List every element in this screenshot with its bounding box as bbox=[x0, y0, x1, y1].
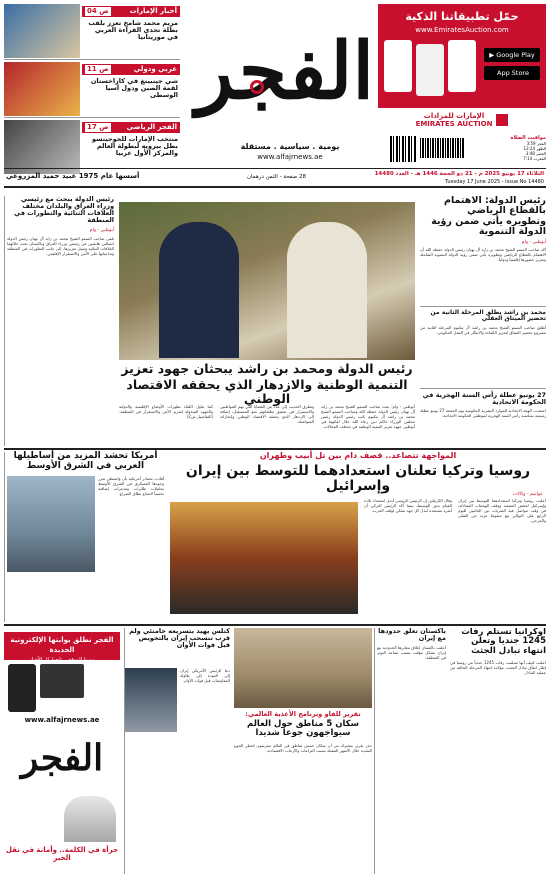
right-body: أكد صاحب السمو الشيخ محمد بن زايد آل نهيان رئيس الدولة حفظه الله أن الاهتمام بالقطاع الرياضي وتطويره يأتي ضمن رؤية الدولة التنموية الشاملة وتعزيز حضورها إقليمياً ودولياً. bbox=[420, 246, 546, 262]
middle-photo bbox=[170, 502, 358, 614]
ukraine-body: أعلنت كييف أنها تسلمت رفات 1245 جندياً من روسيا في إطار اتفاق تبادل الجثث، مؤكدة انتهاء المرحلة الحالية من عملية التبادل. bbox=[450, 660, 546, 676]
prayer-time: المغرب 7:14 bbox=[523, 156, 546, 161]
teaser-page: ص 11 bbox=[87, 65, 109, 73]
promo-slogan: جرأة في الكلمة.. وأمانة في نقل الخبر bbox=[5, 846, 119, 862]
middle-col-1: أعلنت روسيا وتركيا استعدادهما للتوسط بين إيران وإسرائيل لخفض التصعيد ووقف الهجمات المتبادلة، في وقت تتواصل فيه الضربات بين الجانبين لليوم الرابع على التوالي مع سقوط مزيد من القتلى والجرحى. bbox=[458, 498, 546, 523]
teaser-section-bar bbox=[82, 64, 180, 75]
food-kicker: تقرير للفاو وبرنامج الأغذية العالمي: bbox=[245, 710, 361, 718]
alfajr-promo[interactable] bbox=[4, 628, 120, 874]
us-photo bbox=[7, 476, 95, 572]
teaser-headline: مريم محمد شامخ تعزز بلقب بطلة تحدي القراءة العربي في موريتانيا bbox=[88, 19, 178, 42]
ukraine-story bbox=[450, 628, 546, 874]
left-column bbox=[4, 196, 114, 446]
teaser-section-bar bbox=[82, 122, 180, 133]
prayer-times bbox=[470, 136, 546, 161]
us-fleet-story bbox=[4, 452, 166, 622]
prayer-time: العصر 3:48 bbox=[525, 151, 546, 156]
google-play-badge[interactable]: ▶ Google Play bbox=[484, 48, 540, 62]
promo-sub: زوروا الموقع .. تابعوا كل الأخبار bbox=[29, 657, 95, 663]
right-byline: أبوظبي - وام bbox=[521, 239, 546, 245]
ad-phone-grid bbox=[384, 40, 476, 106]
teaser-section: الفجر الرياضي bbox=[126, 123, 177, 131]
ad-brand-ar: الإمارات للمزادات bbox=[423, 112, 485, 120]
right-sub-body-2: اعتمدت الهيئة الاتحادية للموارد البشرية الحكومية يوم الجمعة 27 يونيو عطلة رسمية بمناسبة رأس السنة الهجرية لموظفي الحكومة الاتحادية. bbox=[420, 408, 546, 419]
tagline: يومية . سياسية . مستقلة bbox=[240, 142, 340, 151]
lead-headline[interactable] bbox=[119, 361, 415, 406]
left-headline[interactable]: رئيس الدولة يبحث مع رئيسي وزراء العراق والبلدان مختلف العلاقات الثنائية والتطورات في المنطقة bbox=[14, 196, 114, 225]
food-photo bbox=[234, 628, 372, 708]
right-sub-headline-2[interactable]: 27 يونيو عطلة رأس السنة الهجرية في الحكومة الاتحادية bbox=[422, 390, 546, 407]
divider bbox=[4, 624, 546, 626]
emirates-auction-logo-icon bbox=[496, 114, 508, 126]
promo-photo bbox=[64, 796, 116, 842]
barcode-icon bbox=[420, 138, 464, 158]
ad-brand-en: EMIRATES AUCTION bbox=[415, 120, 493, 128]
middle-col-2: وقال الكرملين إن الرئيس الروسي أبدى استعداد بلاده للقيام بدور الوسيط، بينما أكد الرئيس التركي أن أنقرة مستعدة لبذل كل جهد ممكن لوقف الحرب. bbox=[364, 498, 452, 513]
promo-title: الفجر نطلق بوابتها الإلكترونية الجديدة bbox=[10, 636, 114, 654]
left-byline: أبوظبي - وام bbox=[89, 227, 114, 233]
lead-photo-figure bbox=[159, 222, 239, 358]
lead-headline-line-1: رئيس الدولة ومحمد بن راشد يبحثان جهود تعزيز bbox=[121, 361, 413, 376]
date-ar: الثلاثاء 17 يونيو 2025 م - 21 ذو الحجة 1446 هـ - العدد 14480 bbox=[374, 171, 544, 177]
promo-url[interactable]: www.alfajrnews.ae bbox=[24, 716, 100, 724]
middle-headline[interactable]: روسيا وتركيا تعلنان استعدادهما للتوسط بين إيران وإسرائيل bbox=[185, 463, 531, 495]
logo: الفجر bbox=[195, 26, 374, 117]
trump-headline[interactable]: كتلس بهيد بتسريعه خامنئي ولم قرب تنسحب إيران بالتخويض قبل فوات الأوان bbox=[129, 628, 230, 650]
right-headline-1[interactable]: رئيس الدولة: الاهتمام بالقطاع الرياضي bbox=[444, 196, 546, 217]
teasers-column bbox=[4, 4, 180, 174]
teaser-2[interactable] bbox=[4, 62, 180, 118]
pages-price: 28 صفحة - الثمن درهمان bbox=[246, 174, 306, 180]
food-headline[interactable]: سكان 5 مناطق حول العالم سيواجهون جوعا شديدا bbox=[247, 719, 359, 739]
teaser-photo bbox=[4, 4, 80, 58]
teaser-headline: منتخب الإمارات للجوجيتسو بطل بيرويه لبطولة العالم والمركز الأول عربيا bbox=[92, 135, 178, 158]
trump-story bbox=[124, 628, 230, 874]
promo-logo: الفجر bbox=[20, 737, 104, 779]
teaser-page: ص 17 bbox=[87, 123, 109, 131]
google-play-label: Google Play bbox=[496, 51, 535, 59]
pakistan-headline[interactable]: باكستان تغلق حدودها مع إيران bbox=[378, 628, 446, 643]
pakistan-body: أعلنت باكستان إغلاق معابرها الحدودية مع إيران بشكل مؤقت بسبب تصاعد التوتر في المنطقة. bbox=[377, 645, 446, 661]
teaser-1[interactable] bbox=[4, 4, 180, 60]
lead-col-2: وتطرق الحديث إلى عدد من القضايا التي تهم المواطنين والاستمرار في تحقيق تطلعاتهم نحو المستقبل، إضافة إلى الازدهار الذي يحققه الاقتصاد الوطني وإنجازاته المتواصلة. bbox=[220, 404, 314, 424]
lead-headline-line-2: التنمية الوطنية والازدهار الذي يحققه الاقتصاد الوطني bbox=[126, 376, 408, 406]
issue-info bbox=[378, 136, 546, 166]
lead-col-3: كما تناول اللقاء تطورات الأوضاع الإقليمية والدولية والجهود المبذولة لتعزيز الأمن والاستقرار في المنطقة. (التفاصيل ص2) bbox=[119, 404, 213, 419]
teaser-photo bbox=[4, 62, 80, 116]
lead-col-1: أبوظبي - وام: بحث صاحب السمو الشيخ محمد بن زايد آل نهيان رئيس الدولة حفظه الله وصاحب السمو الشيخ محمد بن راشد آل مكتوم نائب رئيس الدولة رئيس مجلس الوزراء حاكم دبي رعاه الله خلال لقائهما في أبوظبي جهود تعزيز التنمية الوطنية في مختلف المجالات. bbox=[321, 404, 415, 429]
lead-body bbox=[119, 404, 415, 446]
ad-title: حمّل تطبيقاتنا الذكية bbox=[405, 10, 519, 23]
prayer-title: مواقيت الصلاة bbox=[510, 135, 546, 141]
logo-red-dot bbox=[250, 80, 264, 94]
masthead bbox=[195, 2, 374, 164]
teaser-headline: شي جينبينغ في كازاخستان لقمة الصين ودول آسيا الوسطى bbox=[90, 77, 178, 100]
divider bbox=[4, 448, 546, 450]
us-headline[interactable]: أمريكا تحشد المزيد من أساطيلها العربي في الشرق الأوسط bbox=[13, 451, 158, 471]
middle-body bbox=[170, 498, 546, 618]
ad-url: www.EmiratesAuction.com bbox=[415, 26, 509, 34]
ad-brand bbox=[378, 108, 546, 132]
left-body: تلقى صاحب السمو الشيخ محمد بن زايد آل نهيان رئيس الدولة اتصالين هاتفيين من رئيسي وزراء العراق وباكستان بحث خلالهما العلاقات الثنائية وسبل تعزيزها، إلى جانب التطورات في المنطقة وتداعياتها على الأمن والاستقرار الإقليمي. bbox=[7, 235, 114, 256]
ukraine-headline[interactable]: أوكرانيا تستلم رفات 1245 جنديا وتعلن انتهاء تبادل الجثث bbox=[461, 628, 546, 656]
teaser-page: ص 04 bbox=[87, 7, 109, 15]
app-store-badge[interactable] bbox=[484, 66, 540, 80]
middle-kicker: المواجهة تتصاعد.. قصف دام بين تل أبيب وطهران bbox=[259, 451, 457, 460]
trump-photo bbox=[125, 668, 177, 732]
prayer-time: الظهر 12:24 bbox=[523, 146, 546, 151]
food-body: حذر تقرير مشترك من أن سكان خمس مناطق في العالم معرضون لخطر الجوع الشديد خلال الأشهر المقبلة بسبب النزاعات والأزمات الاقتصادية. bbox=[234, 742, 372, 753]
teaser-section: أخبار الإمارات bbox=[129, 7, 177, 15]
middle-byline: عواصم - وكالات bbox=[512, 492, 543, 497]
us-body: أفادت مصادر أمريكية بأن واشنطن تعزز وجودها العسكري في الشرق الأوسط بحاملات طائرات ومدمرات إضافية تحسباً لاتساع نطاق الصراع. bbox=[98, 476, 164, 496]
food-story bbox=[234, 628, 372, 874]
tablet-icon bbox=[40, 664, 84, 698]
prayer-time: الفجر 3:59 bbox=[526, 141, 546, 146]
dateline bbox=[4, 168, 546, 188]
right-sub-headline[interactable]: محمد بن راشد يطلق المرحلة الثانية من تحضير الميثاق العقلي bbox=[430, 308, 546, 323]
pakistan-story bbox=[374, 628, 446, 874]
lead-photo-figure bbox=[287, 222, 367, 358]
promo-title-bar bbox=[4, 632, 120, 663]
right-column bbox=[420, 196, 546, 432]
qr-code-icon bbox=[390, 136, 416, 162]
right-headline-2[interactable]: وتطويره يأتي ضمن رؤية الدولة التنموية bbox=[431, 215, 546, 238]
teaser-photo bbox=[4, 120, 80, 174]
lead-photo bbox=[119, 202, 415, 360]
website[interactable]: www.alfajrnews.ae bbox=[257, 153, 323, 161]
founder: أسسها عام 1975 عبيد حميد المزروعي bbox=[6, 172, 140, 180]
ad-emirates-auction[interactable] bbox=[378, 4, 546, 132]
teaser-section: عربي ودولي bbox=[133, 65, 177, 73]
app-store-label: App Store bbox=[497, 69, 529, 77]
trump-body: دعا الرئيس الأمريكي إيران إلى العودة إلى طاولة المفاوضات قبل فوات الأوان. bbox=[180, 668, 230, 683]
date-en: Tuesday 17 June 2025 - Issue No 14480 bbox=[445, 179, 544, 185]
teaser-section-bar bbox=[82, 6, 180, 17]
right-sub-body: أطلق صاحب السمو الشيخ محمد بن راشد آل مكتوم المرحلة الثانية من مشروع تحضير الميثاق لتعزيز الكفاءة والابتكار في العمل الحكومي. bbox=[420, 324, 546, 335]
phone-icon bbox=[8, 664, 36, 712]
